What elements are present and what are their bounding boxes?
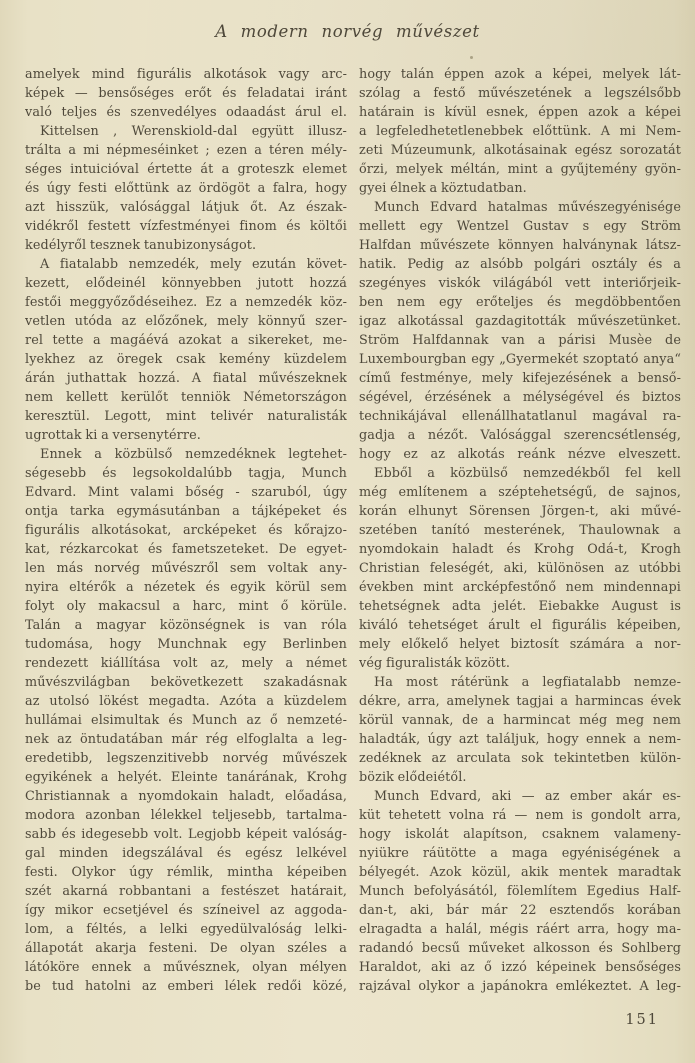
paper-speck bbox=[333, 172, 335, 174]
text-line: len más norvég művészről sem voltak any- bbox=[25, 561, 347, 576]
text-line: szét akarná robbantani a festészet határait, bbox=[25, 884, 347, 899]
text-line: sabb és idegesebb volt. Legjobb képeit valóság- bbox=[25, 827, 347, 842]
text-line: figurális alkotásokat, arcképeket és kőrajzo- bbox=[25, 523, 347, 538]
text-line: hatik. Pedig az alsóbb polgári osztály és a bbox=[359, 257, 681, 272]
text-line: Christian feleségét, aki, különösen az utóbbi bbox=[359, 561, 681, 576]
text-line: állapotát akarja festeni. De olyan széles a bbox=[25, 941, 347, 956]
text-line: Ström Halfdannak van a párisi Musèe de bbox=[359, 333, 681, 348]
text-line: Kittelsen , Werenskiold-dal együtt illusz- bbox=[40, 124, 347, 139]
text-line: körül vannak, de a harmincat még meg nem bbox=[359, 713, 681, 728]
text-line: képek — bensőséges erőt és feladatai iránt bbox=[25, 86, 347, 101]
paragraph bbox=[359, 787, 681, 996]
text-line: Ha most rátérünk a legfiatalabb nemze- bbox=[374, 675, 681, 690]
text-line: egyikének a helyét. Eleinte tanárának, Krohg bbox=[25, 770, 347, 785]
text-line: Luxembourgban egy „Gyermekét szoptató anya“ bbox=[359, 352, 681, 367]
text-line: tudomása, hogy Munchnak egy Berlinben bbox=[25, 637, 347, 652]
page-title: A modern norvég művészet bbox=[215, 22, 480, 41]
text-line: nyomdokain haladt és Krohg Odá-t, Krogh bbox=[359, 542, 681, 557]
text-line: haladták, úgy azt találjuk, hogy ennek a nem- bbox=[359, 732, 681, 747]
text-line: gyei élnek a köztudatban. bbox=[359, 181, 527, 196]
text-line: nem kellett kerülőt tenniök Németországon bbox=[25, 390, 347, 405]
text-line: és úgy festi előttünk az ördögöt a falra, hogy bbox=[25, 181, 347, 196]
text-line: ségével, érzésének a mélységével és biztos bbox=[359, 390, 681, 405]
text-line: azt hisszük, valósággal látjuk őt. Az észak- bbox=[25, 200, 347, 215]
text-line: dékre, arra, amelynek tagjai a harmincas évek bbox=[359, 694, 681, 709]
text-line: igaz alkotással gazdagitották művészetünket. bbox=[359, 314, 681, 329]
text-line: séges intuicióval értette át a groteszk elemet bbox=[25, 162, 347, 177]
text-line: lom, a féltés, a lelki egyedülvalóság lelki- bbox=[25, 922, 347, 937]
text-line: vetlen utóda az előzőnek, mely könnyű szer- bbox=[25, 314, 347, 329]
text-line: festői meggyőződéseihez. Ez a nemzedék köz- bbox=[25, 295, 347, 310]
text-line: zeti Múzeumunk, alkotásainak egész sorozatát bbox=[359, 143, 681, 158]
text-line: Christiannak a nyomdokain haladt, előadása, bbox=[25, 789, 347, 804]
text-line: bözik elődeiétől. bbox=[359, 770, 467, 785]
text-line: folyt oly makacsul a harc, mint ő körüle. bbox=[25, 599, 347, 614]
text-line: kezett, elődeinél könnyebben jutott hozzá bbox=[25, 276, 347, 291]
text-line: mellett egy Wentzel Gustav s egy Ström bbox=[359, 219, 681, 234]
text-line: szólag a festő művészetének a legszélsőbb bbox=[359, 86, 681, 101]
text-line: kat, rézkarcokat és fametszeteket. De egyet- bbox=[25, 542, 347, 557]
paper-speck bbox=[470, 56, 473, 59]
text-line: amelyek mind figurális alkotások vagy arc- bbox=[25, 67, 347, 82]
text-line: című festménye, mely kifejezésének a benső- bbox=[359, 371, 681, 386]
text-line: keresztül. Legott, mint telivér naturalisták bbox=[25, 409, 347, 424]
text-line: még említenem a széptehetségű, de sajnos, bbox=[359, 485, 681, 500]
paragraph bbox=[25, 122, 347, 255]
text-line: lyekhez az öregek csak kemény küzdelem bbox=[25, 352, 347, 367]
text-line: művészvilágban bekövetkezett szakadásnak bbox=[25, 675, 347, 690]
text-line: vidékről festett vízfestményei finom és költői bbox=[25, 219, 347, 234]
paragraph bbox=[25, 65, 347, 122]
text-line: látóköre ennek a művésznek, olyan mélyen bbox=[25, 960, 347, 975]
text-line: ségesebb és legsokoldalúbb tagja, Munch bbox=[25, 466, 347, 481]
text-line: Munch Edvard hatalmas művészegyénisége bbox=[374, 200, 681, 215]
text-line: való teljes és szenvedélyes odaadást árul el. bbox=[25, 105, 347, 120]
text-line: trálta a mi népmeséinket ; ezen a téren mély- bbox=[25, 143, 347, 158]
paragraph bbox=[359, 464, 681, 673]
text-line: ben nem egy erőteljes és megdöbbentően bbox=[359, 295, 681, 310]
page-number: 151 bbox=[625, 1012, 659, 1028]
text-line: ontja tarka egymásutánban a tájképeket és bbox=[25, 504, 347, 519]
text-line: rel tette a magáévá azokat a sikereket, me- bbox=[25, 333, 347, 348]
text-line: gadja a nézőt. Valósággal szerencsétlenség, bbox=[359, 428, 681, 443]
text-line: korán elhunyt Sörensen Jörgen-t, aki művé- bbox=[359, 504, 681, 519]
text-line: tehetségnek adta jelét. Eiebakke August is bbox=[359, 599, 681, 614]
text-line: elragadta a halál, mégis ráért arra, hogy ma- bbox=[359, 922, 681, 937]
text-line: Munch befolyásától, fölemlítem Egedius Half- bbox=[359, 884, 681, 899]
text-line: kiváló tehetséget árult el figurális képeiben, bbox=[359, 618, 681, 633]
paragraph bbox=[359, 198, 681, 464]
text-line: bélyegét. Azok közül, akik mentek maradtak bbox=[359, 865, 681, 880]
text-line: hogy ez az alkotás reánk nézve elveszett. bbox=[359, 447, 681, 462]
text-line: A fiatalabb nemzedék, mely ezután követ- bbox=[40, 257, 347, 272]
text-line: szetében tanító mesterének, Thaulownak a bbox=[359, 523, 681, 538]
text-column-right bbox=[359, 65, 681, 996]
text-line: zedéknek az arculata sok tekintetben külön- bbox=[359, 751, 681, 766]
text-line: években mint arcképfestőnő nem mindennapi bbox=[359, 580, 681, 595]
text-line: nyiükre ráütötte a maga egyéniségének a bbox=[359, 846, 681, 861]
text-line: Edvard. Mint valami bőség - szaruból, úgy bbox=[25, 485, 347, 500]
text-line: a legfeledhetetlenebbek előttünk. A mi Nem- bbox=[359, 124, 681, 139]
text-line: festi. Olykor úgy rémlik, mintha képeiben bbox=[25, 865, 347, 880]
paragraph bbox=[25, 445, 347, 996]
text-line: Ebből a közbülső nemzedékből fel kell bbox=[374, 466, 681, 481]
text-line: nek az öntudatában már rég elfoglalta a leg- bbox=[25, 732, 347, 747]
text-line: határain is kívül esnek, éppen azok a képei bbox=[359, 105, 681, 120]
text-line: hogy iskolát alapítson, csaknem valameny- bbox=[359, 827, 681, 842]
text-line: nyira eltérők a nézetek és egyik körül sem bbox=[25, 580, 347, 595]
text-line: az utolsó lökést megadta. Azóta a küzdelem bbox=[25, 694, 347, 709]
text-line: hullámai elsimultak és Munch az ő nemzeté- bbox=[25, 713, 347, 728]
text-column-left bbox=[25, 65, 347, 996]
text-line: Talán a magyar közönségnek is van róla bbox=[25, 618, 347, 633]
paragraph bbox=[359, 673, 681, 787]
text-line: őrzi, melyek méltán, mint a gyűjtemény gyön- bbox=[359, 162, 681, 177]
text-line: küt tehetett volna rá — nem is gondolt arra, bbox=[359, 808, 681, 823]
text-line: radandó becsű műveket alkosson és Sohlberg bbox=[359, 941, 681, 956]
text-line: dan-t, aki, bár már 22 esztendős korában bbox=[359, 903, 681, 918]
text-line: Halfdan művészete könnyen halványnak látsz- bbox=[359, 238, 681, 253]
text-line: mely előkelő helyet biztosít számára a nor- bbox=[359, 637, 681, 652]
text-line: eredetibb, legszenzitivebb norvég művészek bbox=[25, 751, 347, 766]
text-line: modora azonban lélekkel teljesebb, tartalma- bbox=[25, 808, 347, 823]
text-line: Ennek a közbülső nemzedéknek legtehet- bbox=[40, 447, 347, 462]
text-columns bbox=[25, 65, 682, 996]
text-line: rendezett kiállítása volt az, mely a német bbox=[25, 656, 347, 671]
text-line: Munch Edvard, aki — az ember akár es- bbox=[374, 789, 681, 804]
text-line: árán juthattak hozzá. A fiatal művészeknek bbox=[25, 371, 347, 386]
paragraph bbox=[25, 255, 347, 445]
text-line: be tud hatolni az emberi lélek redői közé, bbox=[25, 979, 347, 994]
text-line: rajzával olykor a japánokra emlékeztet. A leg- bbox=[359, 979, 681, 994]
text-line: ugrottak ki a versenytérre. bbox=[25, 428, 201, 443]
paragraph bbox=[359, 65, 681, 198]
text-line: vég figuralisták között. bbox=[359, 656, 511, 671]
paper-speck bbox=[637, 698, 640, 701]
text-line: kedélyről tesznek tanubizonyságot. bbox=[25, 238, 257, 253]
text-line: Haraldot, aki az ő izzó képeinek bensőséges bbox=[359, 960, 681, 975]
text-line: hogy talán éppen azok a képei, melyek lát- bbox=[359, 67, 681, 82]
text-line: így mikor ecsetjével és színeivel az aggoda- bbox=[25, 903, 347, 918]
text-line: gal minden idegszálával és egész lelkével bbox=[25, 846, 347, 861]
text-line: technikájával ellenállhatatlanul magával ra- bbox=[359, 409, 681, 424]
text-line: szegényes viskók világából vett interiőrjeik- bbox=[359, 276, 681, 291]
